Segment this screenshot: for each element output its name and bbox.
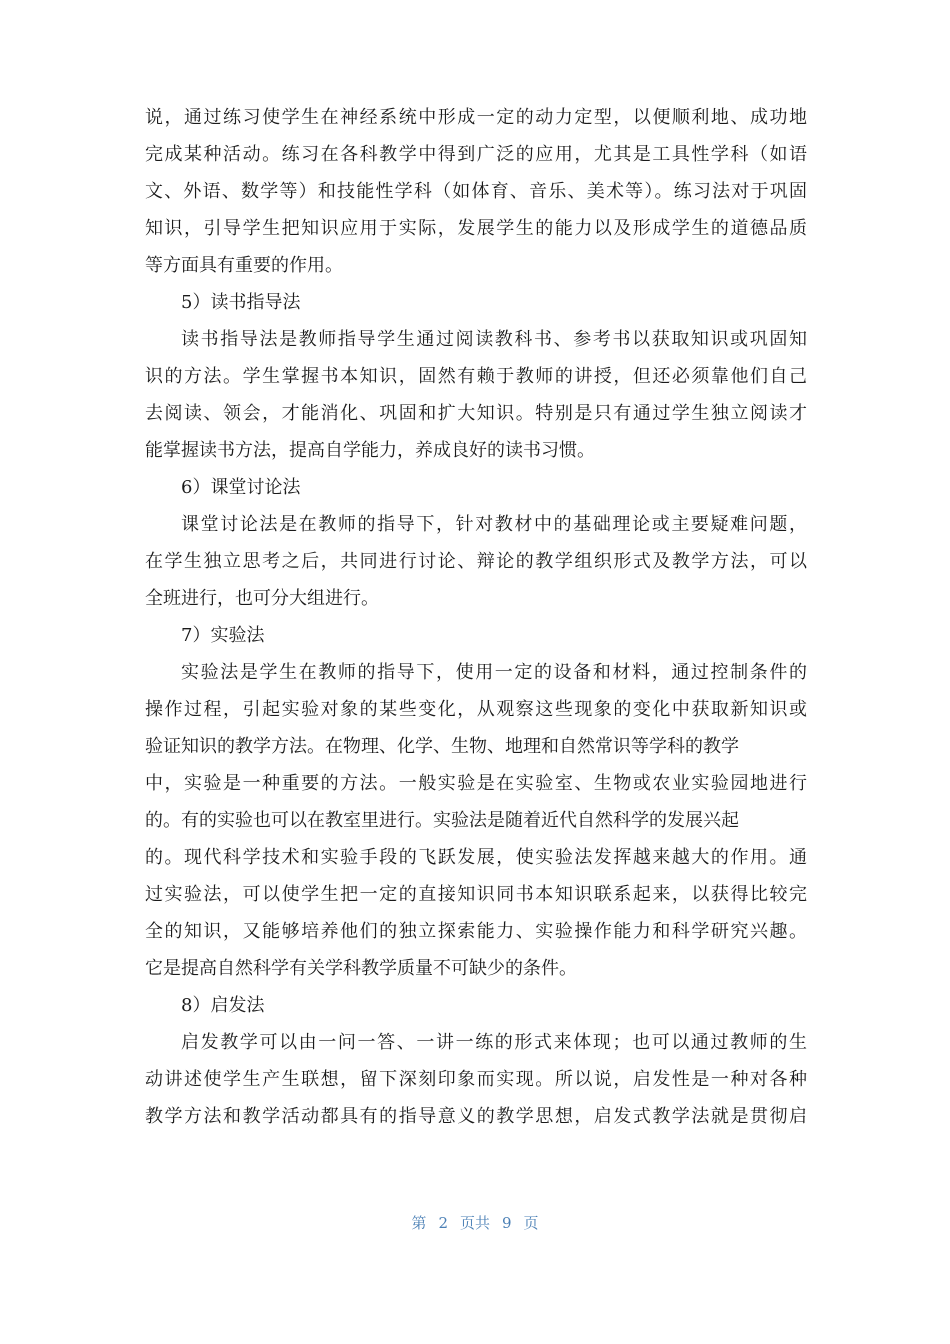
text-line: 动讲述使学生产生联想，留下深刻印象而实现。所以说，启发性是一种对各种 bbox=[145, 1069, 807, 1090]
text-line: 能掌握读书方法，提高自学能力，养成良好的读书习惯。 bbox=[145, 440, 595, 461]
footer-total-pages: 9 bbox=[502, 1214, 512, 1232]
text-line: 教学方法和教学活动都具有的指导意义的教学思想，启发式教学法就是贯彻启 bbox=[145, 1106, 807, 1127]
text-line: 的。现代科学技术和实验手段的飞跃发展，使实验法发挥越来越大的作用。通 bbox=[145, 847, 807, 868]
text-line: 实验法是学生在教师的指导下，使用一定的设备和材料，通过控制条件的 bbox=[181, 662, 807, 683]
text-line: 中，实验是一种重要的方法。一般实验是在实验室、生物或农业实验园地进行 bbox=[145, 773, 807, 794]
text-line: 过实验法，可以使学生把一定的直接知识同书本知识联系起来，以获得比较完 bbox=[145, 884, 807, 905]
text-line: 读书指导法是教师指导学生通过阅读教科书、参考书以获取知识或巩固知 bbox=[181, 329, 807, 350]
text-line: 全的知识，又能够培养他们的独立探索能力、实验操作能力和科学研究兴趣。 bbox=[145, 921, 807, 942]
text-line: 等方面具有重要的作用。 bbox=[145, 255, 343, 276]
text-line: 在学生独立思考之后，共同进行讨论、辩论的教学组织形式及教学方法，可以 bbox=[145, 551, 807, 572]
text-line: 操作过程，引起实验对象的某些变化，从观察这些现象的变化中获取新知识或 bbox=[145, 699, 807, 720]
section-heading-heuristic: 8）启发法 bbox=[181, 995, 265, 1016]
footer-suffix: 页 bbox=[523, 1214, 539, 1232]
paragraph-reading-guidance bbox=[145, 321, 807, 469]
text-line: 启发教学可以由一问一答、一讲一练的形式来体现；也可以通过教师的生 bbox=[181, 1032, 807, 1053]
footer-current-page: 2 bbox=[438, 1214, 448, 1232]
text-line: 完成某种活动。练习在各科教学中得到广泛的应用，尤其是工具性学科（如语 bbox=[145, 144, 807, 165]
footer-prefix: 第 bbox=[411, 1214, 427, 1232]
text-line: 它是提高自然科学有关学科教学质量不可缺少的条件。 bbox=[145, 958, 577, 979]
text-line: 文、外语、数学等）和技能性学科（如体育、音乐、美术等）。练习法对于巩固 bbox=[145, 181, 807, 202]
text-line: 知识，引导学生把知识应用于实际，发展学生的能力以及形成学生的道德品质 bbox=[145, 218, 807, 239]
text-line: 课堂讨论法是在教师的指导下，针对教材中的基础理论或主要疑难问题， bbox=[181, 514, 807, 535]
document-body bbox=[145, 99, 807, 1135]
paragraph-practice-continued bbox=[145, 99, 807, 284]
text-line: 识的方法。学生掌握书本知识，固然有赖于教师的讲授，但还必须靠他们自己 bbox=[145, 366, 807, 387]
paragraph-class-discussion bbox=[145, 506, 807, 617]
section-heading-experiment: 7）实验法 bbox=[181, 625, 265, 646]
section-heading-reading-guidance: 5）读书指导法 bbox=[181, 292, 301, 313]
footer-middle: 页共 bbox=[459, 1214, 490, 1232]
paragraph-experiment bbox=[145, 654, 807, 987]
text-line: 去阅读、领会，才能消化、巩固和扩大知识。特别是只有通过学生独立阅读才 bbox=[145, 403, 807, 424]
text-line: 全班进行，也可分大组进行。 bbox=[145, 588, 379, 609]
text-line: 说，通过练习使学生在神经系统中形成一定的动力定型，以便顺利地、成功地 bbox=[145, 107, 807, 128]
section-heading-class-discussion: 6）课堂讨论法 bbox=[181, 477, 301, 498]
text-line: 验证知识的教学方法。在物理、化学、生物、地理和自然常识等学科的教学 bbox=[145, 736, 739, 757]
paragraph-heuristic bbox=[145, 1024, 807, 1135]
page-footer bbox=[0, 1212, 950, 1233]
text-line: 的。有的实验也可以在教室里进行。实验法是随着近代自然科学的发展兴起 bbox=[145, 810, 739, 831]
